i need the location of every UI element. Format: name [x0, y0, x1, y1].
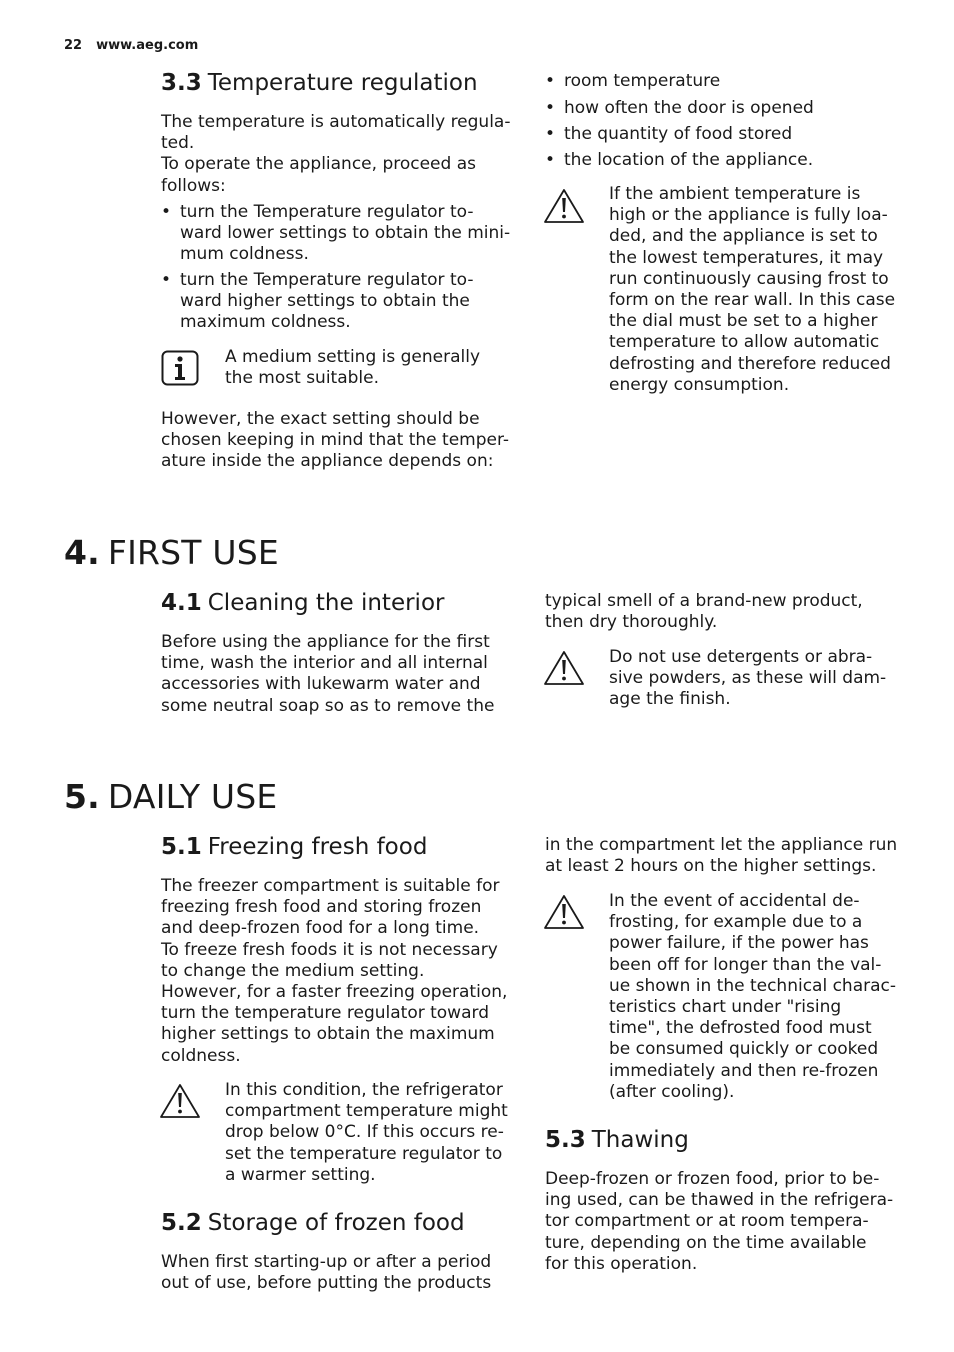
list-item: • room temperature: [545, 71, 721, 91]
warning-icon: [543, 894, 585, 930]
section-3-3-intro: The temperature is automatically regula- ted. To operate the appliance, proceed as follows:: [161, 112, 511, 196]
section-5-2-text: When first starting-up or after a period out of use, before putting the products: [161, 1252, 492, 1294]
section-5-1-title: 5.1 Freezing fresh food: [161, 834, 428, 860]
info-icon: [161, 350, 199, 386]
section-5-1-text: The freezer compartment is suitable for freezing fresh food and storing frozen and deep-frozen food for a long time. To freeze fresh foods it is not necessary to change the medium setting. However, for a faster freezing operation, turn the temperature regulator toward higher settings to obtain the maximum coldness.: [161, 876, 508, 1066]
warning-icon: [543, 188, 585, 224]
section-3-3-text: However, the exact setting should be chosen keeping in mind that the temper- ature inside the appliance depends on:: [161, 409, 510, 472]
warning-note: In this condition, the refrigerator compartment temperature might drop below 0°C. If this occurs re- set the temperature regulator to a warmer setting.: [225, 1080, 508, 1185]
warning-note: Do not use detergents or abra- sive powders, as these will dam- age the finish.: [609, 647, 887, 710]
section-5-3-title: 5.3 Thawing: [545, 1127, 689, 1153]
section-5-3-text: Deep-frozen or frozen food, prior to be- ing used, can be thawed in the refrigera- tor compartment or at room tempera- ture, depending on the time available for this operation.: [545, 1169, 894, 1274]
list-item: • how often the door is opened: [545, 98, 814, 118]
warning-note: If the ambient temperature is high or the appliance is fully loa- ded, and the appliance is set to the lowest temperatures, it may run continuously causing frost to form on the rear wall. In this case the dial must be set to a higher temperature to allow automatic defrosting and therefore reduced energy consumption.: [609, 184, 896, 395]
info-note: A medium setting is generally the most suitable.: [225, 347, 481, 389]
section-5-2-text-continued: in the compartment let the appliance run at least 2 hours on the higher settings.: [545, 835, 898, 877]
page-number: 22: [64, 38, 83, 53]
chapter-5-title: 5. DAILY USE: [64, 777, 278, 816]
warning-note: In the event of accidental de- frosting, for example due to a power failure, if the power has been off for longer than the val- ue shown in the technical charac- teristics chart under "rising time", the defrosted food must be consumed quickly or cooked immediately and then re-frozen (after cooling).: [609, 891, 897, 1102]
section-3-3-title: 3.3 Temperature regulation: [161, 70, 478, 96]
list-item: • the quantity of food stored: [545, 124, 793, 144]
section-5-2-title: 5.2 Storage of frozen food: [161, 1210, 465, 1236]
warning-icon: [159, 1083, 201, 1119]
list-item: • turn the Temperature regulator to- ward lower settings to obtain the mini- mum coldness.: [161, 202, 511, 265]
warning-icon: [543, 650, 585, 686]
list-item: • turn the Temperature regulator to- ward higher settings to obtain the maximum coldness.: [161, 270, 474, 333]
section-4-1-title: 4.1 Cleaning the interior: [161, 590, 445, 616]
header-url: www.aeg.com: [96, 38, 199, 53]
list-item: • the location of the appliance.: [545, 150, 814, 170]
section-4-1-text-continued: typical smell of a brand-new product, then dry thoroughly.: [545, 591, 863, 633]
chapter-4-title: 4. FIRST USE: [64, 533, 279, 572]
page-header: [64, 38, 198, 53]
section-4-1-text: Before using the appliance for the first time, wash the interior and all internal accessories with lukewarm water and some neutral soap so as to remove the: [161, 632, 495, 716]
